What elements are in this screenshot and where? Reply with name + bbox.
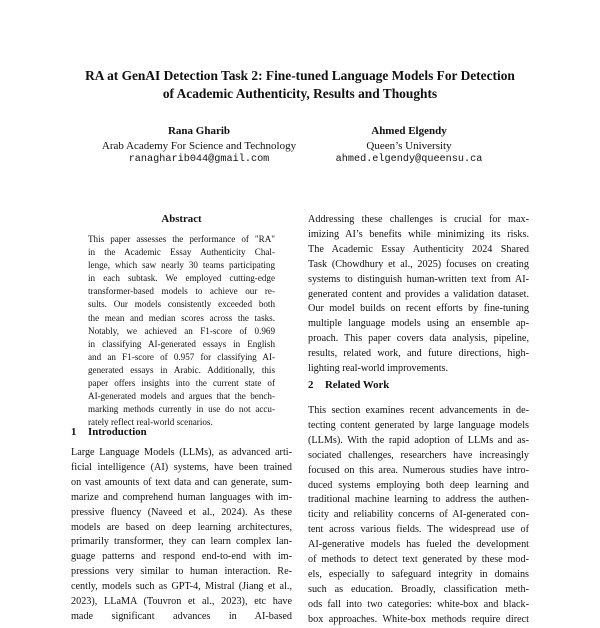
text-line: generated essays in Arabic. Additionally, this xyxy=(88,364,275,375)
text-line: made significant advances in AI-based xyxy=(71,610,292,622)
text-line: tecting content generated by large language models xyxy=(308,419,529,431)
text-line: sults. Our models consistently exceeded both xyxy=(88,299,275,310)
text-line: generated content and provides a validation dataset. xyxy=(308,288,529,300)
text-line: guage patterns and respond end-to-end with im- xyxy=(71,551,292,563)
text-line: imizing AI’s benefits while minimizing its risks. xyxy=(308,228,529,240)
text-line: systems to distinguish human-written text from AI- xyxy=(308,273,529,285)
paper-title xyxy=(40,67,560,102)
author-name: Rana Gharib xyxy=(167,125,231,137)
text-line: tent across various fields. The widespread use of xyxy=(308,524,529,536)
text-line: This section examines recent advancements in de- xyxy=(308,405,529,416)
author-block xyxy=(318,124,500,168)
text-line: duced systems employing both deep learning and xyxy=(308,479,529,491)
introduction-continued-body xyxy=(308,213,529,377)
text-line: marking methods currently in use do not accu- xyxy=(88,404,275,415)
text-line: paper offers insights into the current state of xyxy=(88,378,275,389)
text-line: ticity and reliability concerns of AI-generated con- xyxy=(308,509,529,521)
text-line: proach. This paper covers data analysis, pipeline, xyxy=(308,333,529,345)
author-email: ahmed.elgendy@queensu.ca xyxy=(335,154,483,165)
text-line: in each subtask. We employed cutting-edge xyxy=(88,273,275,284)
text-line: lenge, which saw nearly 30 teams participating xyxy=(88,260,275,271)
text-line: Large Language Models (LLMs), as advanced arti- xyxy=(71,447,292,458)
text-line: pressions very similar to human interaction. Re- xyxy=(71,566,292,578)
author-affiliation: Arab Academy For Science and Technology xyxy=(101,139,297,152)
text-line: This paper assesses the performance of "RA" xyxy=(88,234,275,244)
text-line: The Academic Essay Authenticity 2024 Shared xyxy=(308,243,529,255)
text-line: focused on this area. Numerous studies have intro- xyxy=(308,464,529,476)
section-title: Related Work xyxy=(325,379,390,391)
text-line: primarily transformer, they can learn complex lan- xyxy=(71,536,292,548)
text-line: cently, models such as GPT-4, Mistral (Jiang et al., xyxy=(71,581,292,593)
section-number: 2 xyxy=(308,379,314,391)
text-line: Notably, we achieved an F1-score of 0.969 xyxy=(88,325,275,336)
text-line: box approaches. White-box methods require direct xyxy=(308,613,529,625)
text-line: multiple language models using an ensemble ap- xyxy=(308,318,529,330)
author-block xyxy=(88,124,310,168)
text-line: marize and comprehend human languages with im- xyxy=(71,491,292,503)
text-line: Addressing these challenges is crucial for max- xyxy=(308,214,529,225)
text-line: results, related work, and future directions, high- xyxy=(308,348,529,360)
author-email: ranagharib044@gmail.com xyxy=(128,154,270,165)
text-line: rately reflect real-world scenarios. xyxy=(88,417,213,428)
section-title: Introduction xyxy=(88,426,147,438)
author-name: Ahmed Elgendy xyxy=(371,125,447,137)
text-line: the mean and median scores across the tasks. xyxy=(88,312,275,323)
text-line: of methods to detect text generated by these mod- xyxy=(308,554,529,566)
text-line: Our model builds on recent efforts by fine-tuning xyxy=(308,303,529,315)
section-number: 1 xyxy=(71,426,77,438)
text-line: such as education. Broadly, classification meth- xyxy=(308,583,529,595)
text-line: and an F1-score of 0.957 for classifying AI- xyxy=(88,351,275,362)
text-line: AI-generative models has fueled the development xyxy=(308,539,529,551)
text-line: els, especially to safeguard integrity in domains xyxy=(308,568,529,580)
abstract-heading: Abstract xyxy=(161,213,202,225)
introduction-body xyxy=(71,446,292,625)
text-line: on vast amounts of text data and can generate, sum- xyxy=(71,476,292,488)
text-line: lighting real-world improvements. xyxy=(308,363,449,375)
title-line: of Academic Authenticity, Results and Thoughts xyxy=(162,85,438,101)
text-line: models are based on deep learning architectures, xyxy=(71,521,292,533)
related-work-body xyxy=(308,404,529,628)
text-line: in the Academic Essay Authenticity Chal- xyxy=(88,247,275,258)
text-line: AI-generated models and argues that the bench- xyxy=(88,391,275,402)
text-line: in classifying AI-generated essays in English xyxy=(88,338,275,349)
title-line: RA at GenAI Detection Task 2: Fine-tuned Language Models For Detection xyxy=(85,68,515,83)
text-line: pressive fluency (Naveed et al., 2024). As these xyxy=(71,506,292,518)
section-heading-related-work xyxy=(308,378,389,392)
text-line: sociated challenges, researchers have increasingly xyxy=(308,449,529,461)
text-line: traditional machine learning to address the authen- xyxy=(308,494,529,506)
text-line: transformer-based models to achieve our re- xyxy=(88,286,275,297)
abstract-body xyxy=(88,233,275,429)
text-line: Task (Chowdhury et al., 2025) focuses on creating xyxy=(308,258,529,270)
text-line: ods fall into two categories: white-box and black- xyxy=(308,598,529,610)
text-line: (LLMs). With the rapid adoption of LLMs and as- xyxy=(308,434,529,446)
author-affiliation: Queen’s University xyxy=(366,139,452,152)
text-line: 2023), LLaMA (Touvron et al., 2023), etc have xyxy=(71,596,292,608)
text-line: ficial intelligence (AI) systems, have been trained xyxy=(71,461,292,473)
section-heading-introduction xyxy=(71,425,147,439)
